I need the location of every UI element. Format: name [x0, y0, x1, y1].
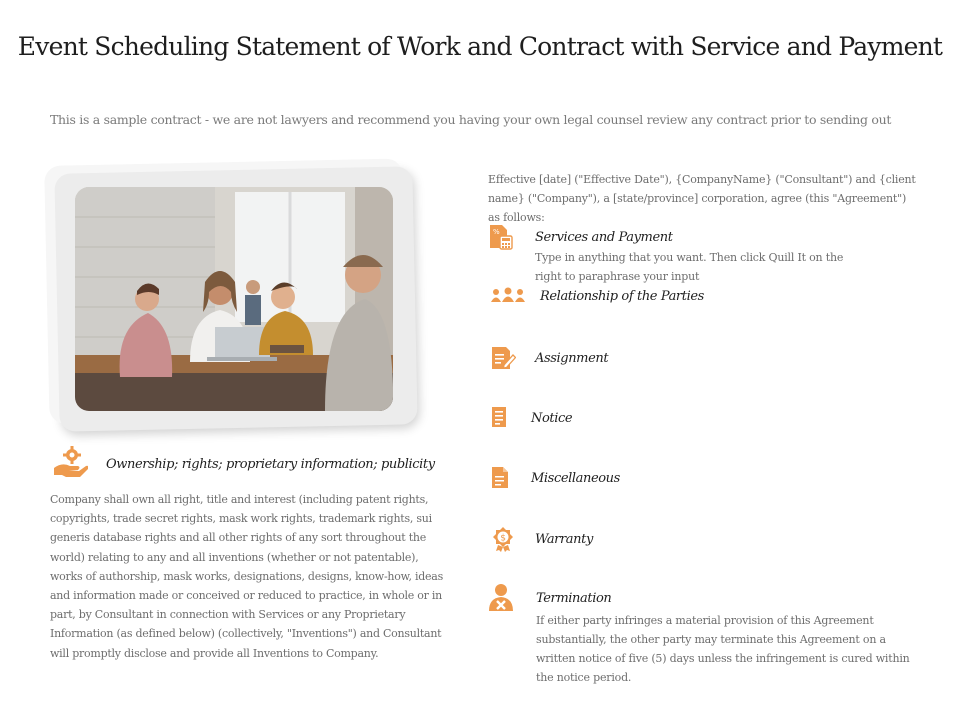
ownership-body: Company shall own all right, title and interest (including patent rights, copyrights, trade secret rights, mask work rights, trademark rights, sui generis database rights and all other rights of any sort throughout the world) relating to any and all inventions (whether or not patentable), works of authorship, mask works, designations, designs, know-how, ideas and information made or conceived or reduced to practice, in whole or in part, by Consultant in connection with Services or any Proprietary Information (as defined below) (collectively, "Inventions") and Consultant will promptly disclose and provide all Inventions to Company. [50, 493, 443, 660]
termination-heading: Termination [536, 591, 612, 606]
dollar-badge-icon [490, 526, 516, 552]
notice-heading: Notice [531, 411, 573, 426]
page-subtitle: This is a sample contract - we are not lawyers and recommend you having your own legal counsel review any contract prior to sending out [50, 112, 892, 127]
services-payment-desc: Type in anything that you want. Then click Quill It on the right to paraphrase your input [535, 251, 844, 283]
services-payment-heading: Services and Payment [535, 230, 673, 245]
notice-document-icon [490, 405, 516, 431]
team-meeting-photo [75, 187, 393, 411]
hand-gear-icon [52, 446, 88, 478]
person-cancel-icon [488, 583, 514, 613]
ownership-heading: Ownership; rights; proprietary information; publicity [106, 457, 435, 472]
svg-text:$: $ [500, 533, 506, 544]
file-icon [490, 465, 516, 491]
people-group-icon [490, 286, 526, 306]
miscellaneous-heading: Miscellaneous [531, 471, 620, 486]
agreement-intro: Effective [date] ("Effective Date"), {CompanyName} ("Consultant") and {client name} ("Company"), a [state/province] corporation, agree (this "Agreement") as follows: [488, 173, 916, 224]
assignment-heading: Assignment [535, 351, 609, 366]
page-title: Event Scheduling Statement of Work and Contract with Service and Payment [17, 32, 943, 61]
svg-text:%: % [493, 228, 500, 236]
warranty-heading: Warranty [535, 532, 593, 547]
termination-desc: If either party infringes a material provision of this Agreement substantially, the other party may terminate this Agreement on a written notice of five (5) days unless the infringement is cured within the notice period. [536, 614, 910, 684]
calculator-document-icon [488, 224, 514, 250]
relationship-heading: Relationship of the Parties [540, 289, 704, 304]
edit-document-icon [490, 345, 516, 371]
